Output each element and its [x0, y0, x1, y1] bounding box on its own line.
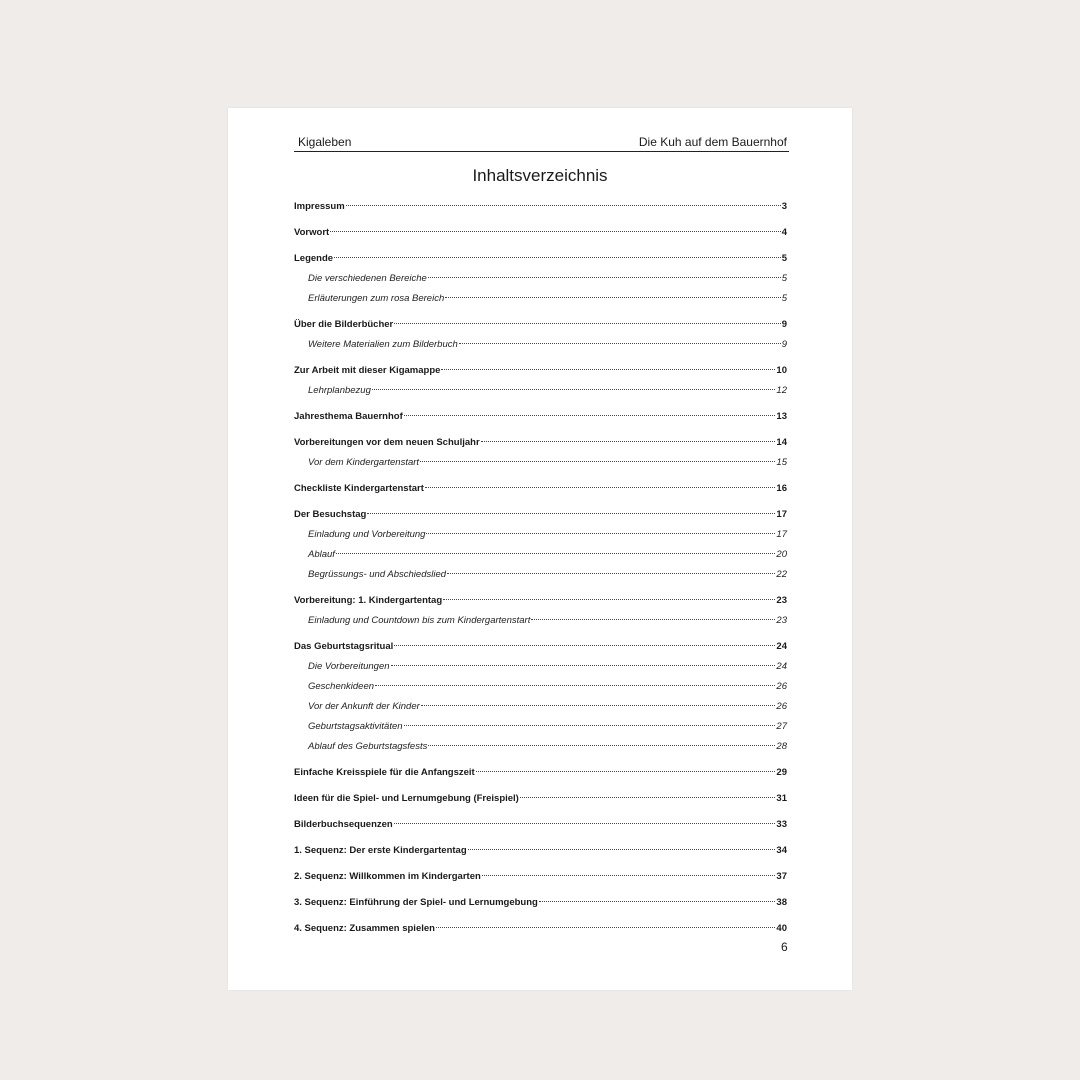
toc-entry-title: Vorwort — [294, 227, 330, 238]
dot-leader — [520, 787, 776, 798]
dot-leader — [468, 839, 776, 850]
toc-entry-title: Erläuterungen zum rosa Bereich — [308, 293, 445, 304]
toc-entry-page: 15 — [776, 457, 787, 468]
page-number: 6 — [781, 940, 788, 954]
toc-entry-title: Ideen für die Spiel- und Lernumgebung (Freispiel) — [294, 793, 519, 804]
table-of-contents — [294, 197, 787, 939]
toc-subentry — [294, 697, 787, 717]
toc-entry — [294, 867, 787, 887]
dot-leader — [367, 503, 775, 514]
dot-leader — [425, 477, 776, 488]
document-page — [228, 108, 852, 990]
toc-entry — [294, 223, 787, 243]
toc-entry — [294, 789, 787, 809]
dot-leader — [459, 333, 781, 344]
toc-entry-title: Checkliste Kindergartenstart — [294, 483, 424, 494]
dot-leader — [336, 543, 775, 554]
toc-entry-title: Die verschiedenen Bereiche — [308, 273, 427, 284]
toc-entry-page: 38 — [776, 897, 787, 908]
dot-leader — [394, 313, 780, 324]
dot-leader — [394, 635, 775, 646]
dot-leader — [330, 221, 781, 232]
dot-leader — [476, 761, 776, 772]
toc-entry-title: Über die Bilderbücher — [294, 319, 394, 330]
toc-entry-title: Geschenkideen — [308, 681, 375, 692]
toc-entry — [294, 815, 787, 835]
toc-entry — [294, 361, 787, 381]
toc-subentry — [294, 611, 787, 631]
toc-subentry — [294, 269, 787, 289]
toc-subentry — [294, 565, 787, 585]
toc-subentry — [294, 737, 787, 757]
toc-entry — [294, 505, 787, 525]
toc-entry — [294, 637, 787, 657]
toc-entry-page: 5 — [781, 273, 787, 284]
toc-entry-page: 17 — [776, 529, 787, 540]
dot-leader — [539, 891, 776, 902]
toc-entry — [294, 407, 787, 427]
toc-entry — [294, 841, 787, 861]
toc-entry-title: 1. Sequenz: Der erste Kindergartentag — [294, 845, 467, 856]
toc-entry-page: 23 — [776, 615, 787, 626]
dot-leader — [420, 451, 775, 462]
dot-leader — [447, 563, 775, 574]
toc-entry-page: 4 — [781, 227, 787, 238]
toc-entry-title: Zur Arbeit mit dieser Kigamappe — [294, 365, 441, 376]
toc-subentry — [294, 657, 787, 677]
dot-leader — [445, 287, 780, 298]
dot-leader — [531, 609, 775, 620]
dot-leader — [421, 695, 776, 706]
dot-leader — [404, 715, 776, 726]
page-title: Inhaltsverzeichnis — [472, 166, 608, 185]
dot-leader — [436, 917, 775, 928]
dot-leader — [481, 431, 776, 442]
toc-entry-page: 5 — [781, 253, 787, 264]
toc-entry — [294, 249, 787, 269]
toc-entry — [294, 197, 787, 217]
toc-entry-title: Vor der Ankunft der Kinder — [308, 701, 420, 712]
toc-entry-title: Jahresthema Bauernhof — [294, 411, 403, 422]
toc-entry-page: 14 — [776, 437, 787, 448]
toc-subentry — [294, 453, 787, 473]
dot-leader — [334, 247, 781, 258]
toc-entry-page: 24 — [776, 661, 787, 672]
toc-entry-page: 31 — [776, 793, 787, 804]
dot-leader — [404, 405, 776, 416]
toc-subentry — [294, 381, 787, 401]
toc-entry-page: 10 — [776, 365, 787, 376]
toc-entry-page: 27 — [776, 721, 787, 732]
toc-entry-title: Vorbereitung: 1. Kindergartentag — [294, 595, 443, 606]
toc-entry-page: 33 — [776, 819, 787, 830]
toc-entry-page: 34 — [776, 845, 787, 856]
dot-leader — [375, 675, 775, 686]
toc-entry — [294, 893, 787, 913]
toc-entry-page: 9 — [781, 339, 787, 350]
dot-leader — [482, 865, 776, 876]
toc-subentry — [294, 717, 787, 737]
toc-entry-page: 26 — [776, 681, 787, 692]
toc-entry-title: Vorbereitungen vor dem neuen Schuljahr — [294, 437, 480, 448]
dot-leader — [428, 267, 781, 278]
toc-entry-title: Ablauf des Geburtstagsfests — [308, 741, 428, 752]
toc-entry-page: 16 — [776, 483, 787, 494]
toc-entry-page: 3 — [781, 201, 787, 212]
toc-subentry — [294, 525, 787, 545]
toc-entry — [294, 591, 787, 611]
toc-entry-page: 22 — [776, 569, 787, 580]
toc-entry-title: Begrüssungs- und Abschiedslied — [308, 569, 447, 580]
toc-entry-title: Einladung und Countdown bis zum Kindergartenstart — [308, 615, 531, 626]
dot-leader — [426, 523, 775, 534]
toc-entry-title: 4. Sequenz: Zusammen spielen — [294, 923, 435, 934]
toc-subentry — [294, 677, 787, 697]
toc-entry-title: Einladung und Vorbereitung — [308, 529, 426, 540]
toc-entry — [294, 315, 787, 335]
toc-entry — [294, 433, 787, 453]
toc-entry-title: Ablauf — [308, 549, 335, 560]
dot-leader — [346, 195, 781, 206]
toc-entry-title: Impressum — [294, 201, 345, 212]
header-left-text: Kigaleben — [298, 135, 352, 149]
header-right-text: Die Kuh auf dem Bauernhof — [638, 135, 787, 149]
toc-entry-page: 23 — [776, 595, 787, 606]
toc-entry-page: 24 — [776, 641, 787, 652]
toc-entry-title: Die Vorbereitungen — [308, 661, 390, 672]
toc-entry-title: Weitere Materialien zum Bilderbuch — [308, 339, 458, 350]
page-header — [294, 134, 789, 152]
toc-entry-title: Geburtstagsaktivitäten — [308, 721, 403, 732]
toc-entry-title: Legende — [294, 253, 334, 264]
dot-leader — [372, 379, 776, 390]
toc-entry-page: 12 — [776, 385, 787, 396]
dot-leader — [394, 813, 776, 824]
toc-entry-page: 9 — [781, 319, 787, 330]
toc-entry-title: Einfache Kreisspiele für die Anfangszeit — [294, 767, 475, 778]
toc-entry-page: 20 — [776, 549, 787, 560]
toc-entry-title: Lehrplanbezug — [308, 385, 371, 396]
toc-entry-page: 40 — [776, 923, 787, 934]
toc-entry-page: 26 — [776, 701, 787, 712]
toc-entry-page: 13 — [776, 411, 787, 422]
toc-entry — [294, 479, 787, 499]
toc-entry-title: Der Besuchstag — [294, 509, 367, 520]
toc-entry — [294, 763, 787, 783]
toc-subentry — [294, 335, 787, 355]
dot-leader — [443, 589, 775, 600]
toc-subentry — [294, 289, 787, 309]
toc-entry-page: 5 — [781, 293, 787, 304]
dot-leader — [428, 735, 775, 746]
toc-entry-title: 3. Sequenz: Einführung der Spiel- und Lernumgebung — [294, 897, 538, 908]
toc-entry-title: Bilderbuchsequenzen — [294, 819, 393, 830]
dot-leader — [391, 655, 776, 666]
toc-subentry — [294, 545, 787, 565]
toc-entry-title: Vor dem Kindergartenstart — [308, 457, 420, 468]
toc-entry-page: 28 — [776, 741, 787, 752]
toc-entry-page: 29 — [776, 767, 787, 778]
toc-entry-page: 17 — [776, 509, 787, 520]
toc-entry — [294, 919, 787, 939]
toc-entry-page: 37 — [776, 871, 787, 882]
toc-entry-title: 2. Sequenz: Willkommen im Kindergarten — [294, 871, 481, 882]
dot-leader — [441, 359, 775, 370]
toc-entry-title: Das Geburtstagsritual — [294, 641, 394, 652]
